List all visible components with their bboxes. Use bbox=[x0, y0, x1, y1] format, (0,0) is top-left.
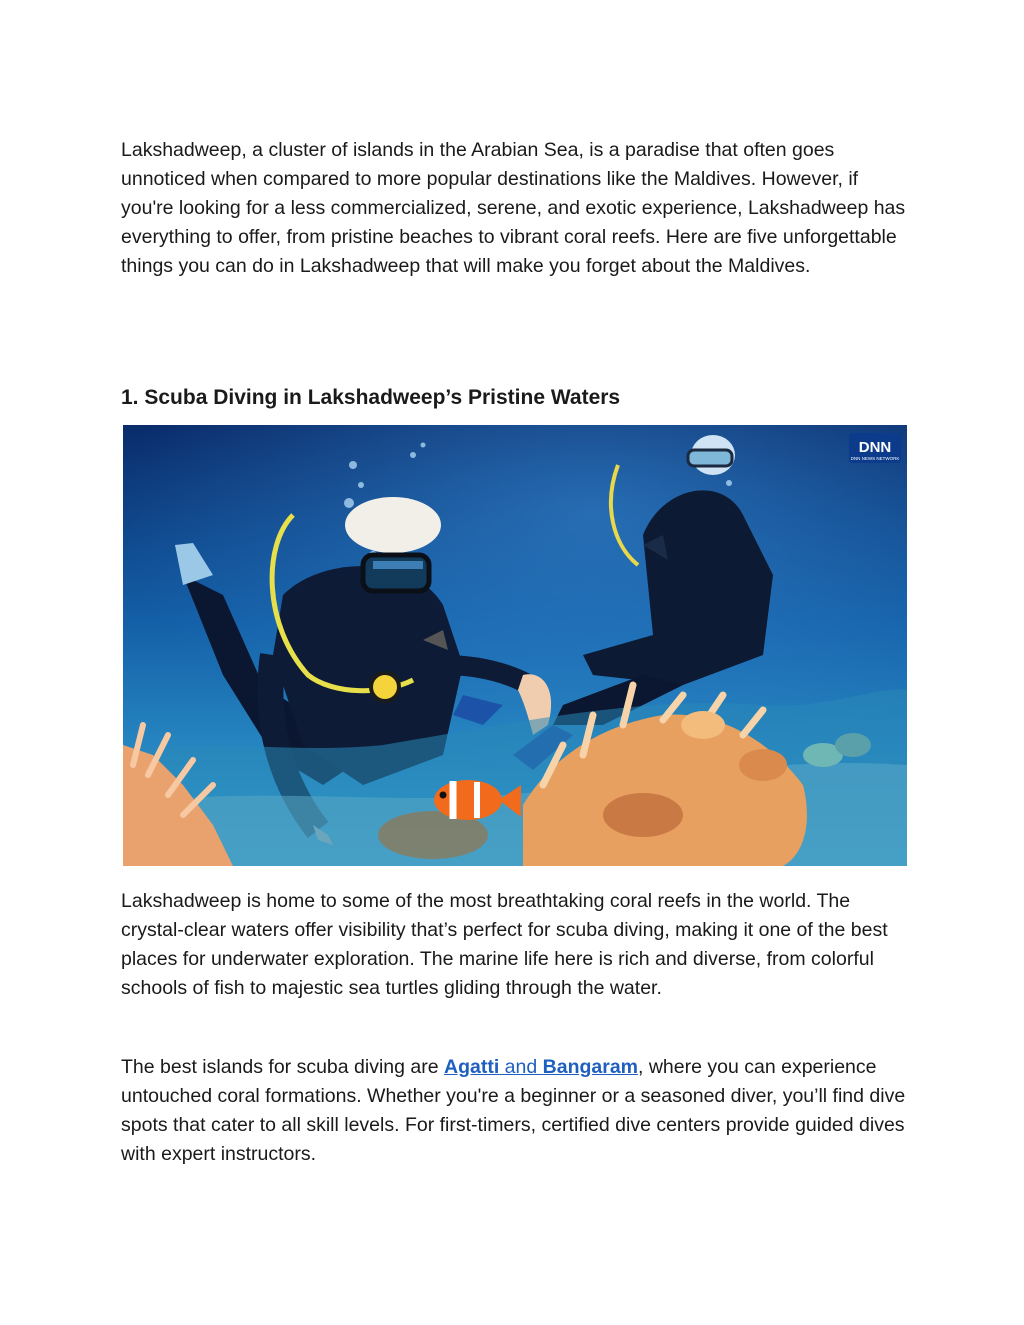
agatti-bangaram-link[interactable] bbox=[444, 1056, 638, 1078]
link-and-text: and bbox=[499, 1056, 543, 1078]
best-islands-text-before: The best islands for scuba diving are bbox=[121, 1056, 445, 1078]
coral-reefs-paragraph: Lakshadweep is home to some of the most breathtaking coral reefs in the world. The crystal-clear waters offer visibility that’s perfect for scuba diving, making it one of the best places for underwater exploration. The marine life here is rich and diverse, from colorful schools of fish to majestic sea turtles gliding through the water. bbox=[121, 890, 888, 999]
section-heading: 1. Scuba Diving in Lakshadweep’s Pristine Waters bbox=[121, 386, 621, 409]
watermark-text: DNN bbox=[858, 439, 892, 456]
bangaram-link-text: Bangaram bbox=[542, 1056, 639, 1078]
dnn-watermark-logo bbox=[849, 433, 901, 463]
watermark-subtext: DNN NEWS NETWORK bbox=[850, 456, 900, 461]
agatti-link-text: Agatti bbox=[444, 1056, 500, 1078]
intro-paragraph: Lakshadweep, a cluster of islands in the Arabian Sea, is a paradise that often goes unnoticed when compared to more popular destinations like the Maldives. However, if you're looking for a less commercialized, serene, and exotic experience, Lakshadweep has everything to offer, from pristine beaches to vibrant coral reefs. Here are five unforgettable things you can do in Lakshadweep that will make you forget about the Maldives. bbox=[121, 139, 906, 277]
best-islands-text-after: , where you can experience untouched coral formations. Whether you're a beginner or a seasoned diver, you’ll find dive spots that cater to all skill levels. For first-timers, certified dive centers provide guided dives with expert instructors. bbox=[121, 1056, 906, 1165]
scuba-diving-photo bbox=[123, 425, 907, 866]
best-islands-paragraph bbox=[121, 1053, 911, 1169]
